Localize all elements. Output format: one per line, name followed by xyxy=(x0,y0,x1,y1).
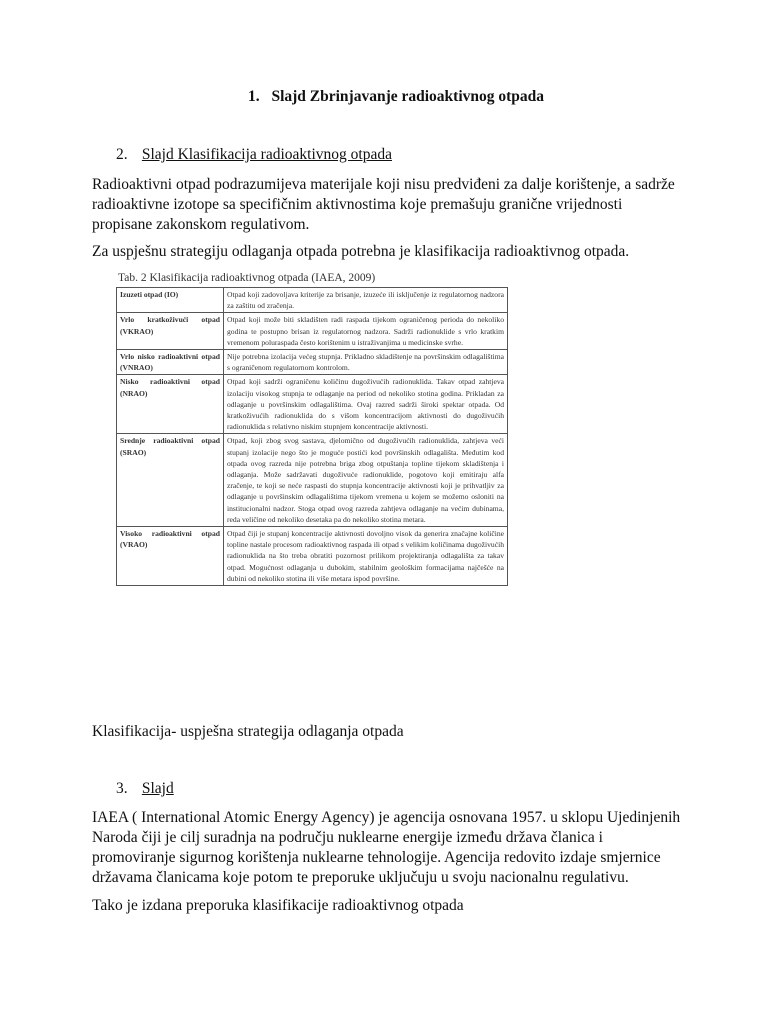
paragraph-iaea: IAEA ( International Atomic Energy Agency) je agencija osnovana 1957. u sklopu Ujedinjenih Naroda čiji je cilj suradnja na području nuklearne energije između država članica i promoviranje sigurnog korištenja nuklearne tehnologije. Agencija redovito izdaje smjernice državama članicama koje potom te preporuke uključuju u svoju nacionalnu regulativu. xyxy=(92,809,681,886)
heading-2-title: Slajd Klasifikacija radioaktivnog otpada xyxy=(141,146,392,163)
paragraph-recommendation: Tako je izdana preporuka klasifikacije radioaktivnog otpada xyxy=(92,897,464,914)
table-cell-category: Izuzeti otpad (IO) xyxy=(117,288,224,313)
heading-1-number: 1. xyxy=(247,88,260,105)
table-cell-description: Otpad koji zadovoljava kriterije za brisanje, izuzeće ili isključenje iz regulatornog nadzora za zaštitu od zračenja. xyxy=(224,288,508,313)
table-row xyxy=(117,288,508,313)
table-row xyxy=(117,350,508,375)
table-cell-description: Nije potrebna izolacija većeg stupnja. Prikladno skladištenje na površinskim odlagalištima s ograničenom regulatornom kontrolom. xyxy=(224,350,508,375)
paragraph-classification-note: Klasifikacija- uspješna strategija odlaganja otpada xyxy=(92,723,404,740)
heading-1 xyxy=(0,88,768,106)
table-cell-description: Otpad, koji zbog svog sastava, djelomično od dugoživućih radionuklida, zahtjeva veći stupanj izolacije nego što je moguće postići kod površinskih odlagališta. Međutim kod otpada ovog razreda nije potrebna briga zbog otpuštanja topline tijekom skladištenja i odlaganja. Može sadržavati dugoživuće radionuklide, pogotovo koji emitiraju alfa zračenje, te koji se neće raspasti do stupnja koncentracije aktivnosti koji je prihvatljiv za odlaganje u površinskim odlagalištima tijekom vremena u kojem se možemo osloniti na institucionalni nadzor. Stoga otpad ovog razreda zahtjeva odlaganje na većim dubinama, reda veličine od nekoliko desetaka pa do nekoliko stotina metara. xyxy=(224,434,508,527)
table-cell-category: Visoko radioaktivni otpad (VRAO) xyxy=(117,527,224,586)
table-row xyxy=(117,375,508,434)
paragraph-strategy: Za uspješnu strategiju odlaganja otpada potrebna je klasifikacija radioaktivnog otpada. xyxy=(92,243,630,260)
table-caption: Tab. 2 Klasifikacija radioaktivnog otpada (IAEA, 2009) xyxy=(118,272,376,284)
table-cell-category: Srednje radioaktivni otpad (SRAO) xyxy=(117,434,224,527)
table-cell-description: Otpad koji može biti skladišten radi raspada tijekom ograničenog perioda do nekoliko godina te postupno brisan iz regulatornog nadzora. Sadrži radionuklide s vrlo kratkim vremenom poluraspada često korištenim u istraživanjima u medicinske svrhe. xyxy=(224,313,508,350)
heading-2 xyxy=(116,146,392,164)
heading-3 xyxy=(116,780,174,798)
table-row xyxy=(117,313,508,350)
table-cell-description: Otpad čiji je stupanj koncentracije aktivnosti dovoljno visok da generira značajne količine topline nastale procesom radioaktivnog raspada ili otpad s velikim količinama dugoživućih radionuklida na što treba obratiti pozornost prilikom projektiranja odlagališta za takav otpad. Mogućnost odlaganja u dubokim, stabilnim geološkim formacijama najčešće na dubini od nekoliko stotina ili više metara ispod površine. xyxy=(224,527,508,586)
heading-1-title: Slajd Zbrinjavanje radioaktivnog otpada xyxy=(271,88,545,105)
table-row xyxy=(117,434,508,527)
heading-2-number: 2. xyxy=(116,146,128,163)
table-cell-description: Otpad koji sadrži ograničenu količinu dugoživućih radionuklida. Takav otpad zahtjeva izolaciju visokog stupnja te odlaganje na period od nekoliko stotina godina. Prikladan za odlaganje u površinskim odlagalištima. Ovaj razred sadrži široki spektar otpada. Od kratkoživućih radionuklida do s višom koncentracijom aktivnosti do dugoživućih radionuklida s relativno niskim stupnjem koncentracije aktivnosti. xyxy=(224,375,508,434)
classification-table-figure xyxy=(112,272,516,712)
heading-3-number: 3. xyxy=(116,780,128,797)
table-row xyxy=(117,527,508,586)
classification-table xyxy=(116,287,508,586)
paragraph-definition: Radioaktivni otpad podrazumijeva materijale koji nisu predviđeni za dalje korištenje, a sadrže radioaktivne izotope sa specifičnim aktivnostima koje premašuju granične vrijednosti propisane zakonskom regulativom. xyxy=(92,176,675,233)
table-cell-category: Nisko radioaktivni otpad (NRAO) xyxy=(117,375,224,434)
heading-3-title: Slajd xyxy=(141,780,174,797)
table-cell-category: Vrlo kratkoživući otpad (VKRAO) xyxy=(117,313,224,350)
table-cell-category: Vrlo nisko radioaktivni otpad (VNRAO) xyxy=(117,350,224,375)
